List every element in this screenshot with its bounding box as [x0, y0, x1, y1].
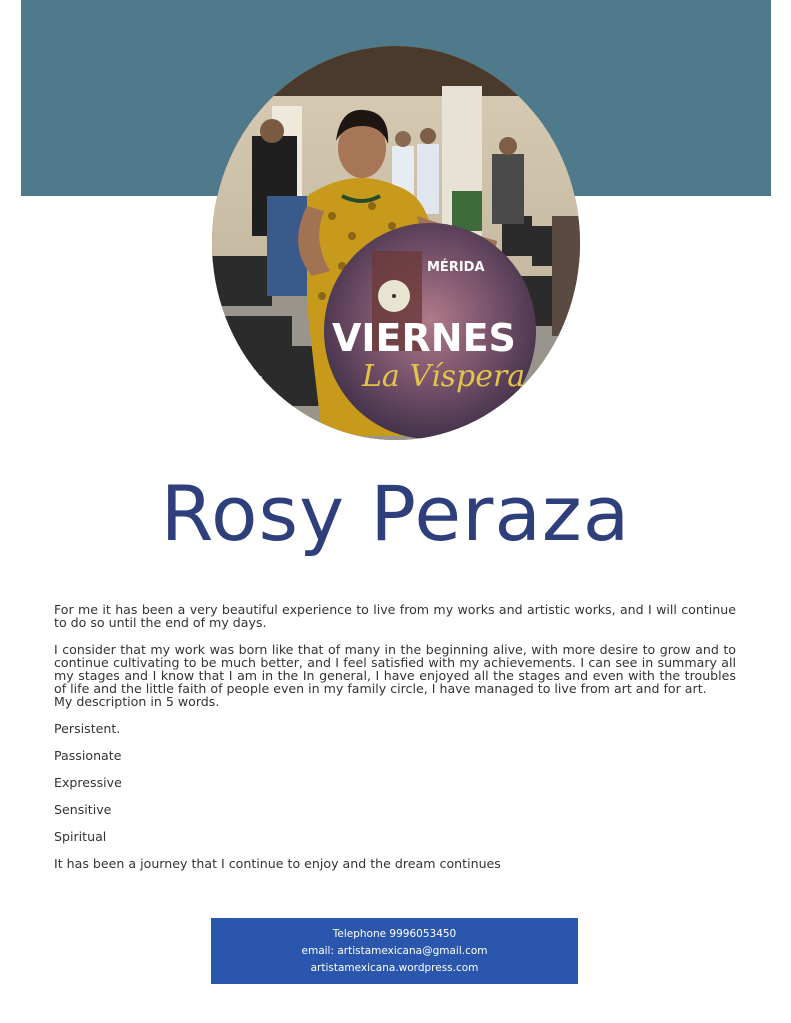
sign-brand-text: MÉRIDA [427, 260, 485, 275]
bio-section [54, 603, 736, 870]
description-word: Spiritual [54, 829, 107, 844]
description-word: Expressive [54, 775, 122, 790]
profile-photo-image [212, 46, 580, 440]
sign-title-text: VIERNES [332, 316, 516, 360]
description-word: Passionate [54, 748, 122, 763]
description-word: Persistent. [54, 721, 121, 736]
contact-website[interactable]: artistamexicana.wordpress.com [310, 961, 479, 974]
bio-paragraph: I consider that my work was born like that of many in the beginning alive, with more desire to grow and to continue cultivating to be much better, and I feel satisfied with my achievements. I can see in summary all my stages and I know that I am in the In general, I have enjoyed all the stages and even with the troubles of life and the little faith of people even in my family circle, I have managed to live from art and for art. [54, 642, 736, 696]
contact-phone: Telephone 9996053450 [332, 927, 457, 940]
sign-script-text: La Víspera [362, 359, 526, 394]
profile-photo [212, 46, 580, 440]
description-word: Sensitive [54, 802, 112, 817]
contact-box [211, 918, 578, 984]
contact-email[interactable]: email: artistamexicana@gmail.com [301, 944, 488, 957]
profile-name: Rosy Peraza [160, 469, 631, 558]
bio-closing: It has been a journey that I continue to enjoy and the dream continues [54, 856, 501, 871]
bio-description-intro: My description in 5 words. [54, 694, 220, 709]
bio-paragraph: For me it has been a very beautiful experience to live from my works and artistic works, and I will continue to do so until the end of my days. [54, 602, 736, 630]
